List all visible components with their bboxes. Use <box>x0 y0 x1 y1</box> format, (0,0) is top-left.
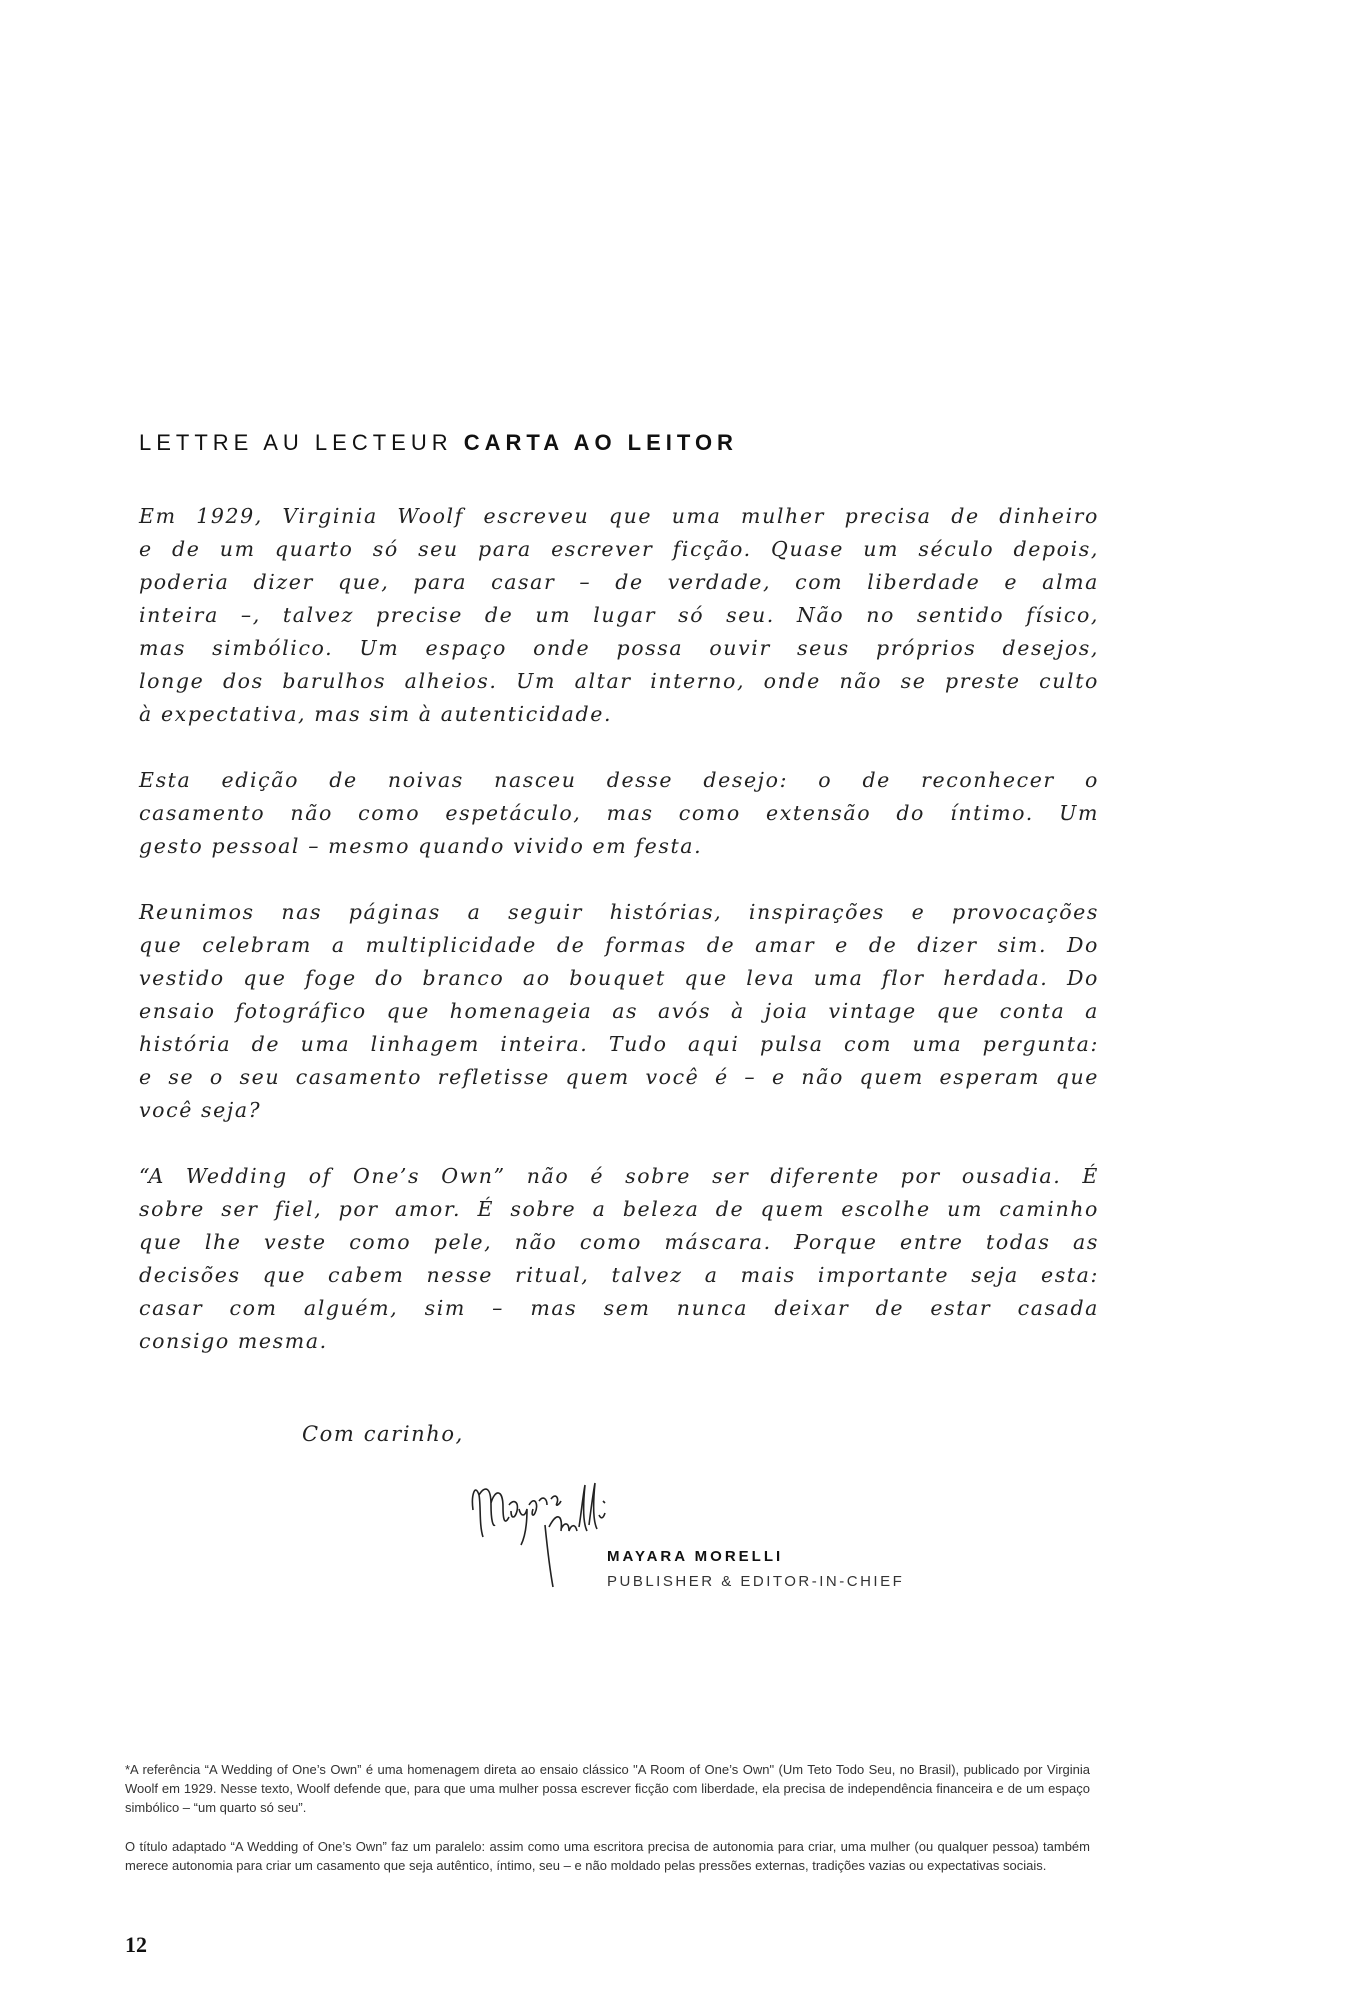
letter-paragraph <box>139 896 1099 1127</box>
paragraph-line: casamento não como espetáculo, mas como extensão do íntimo. Um <box>139 801 1099 825</box>
paragraph-line: poderia dizer que, para casar – de verdade, com liberdade e alma <box>139 570 1099 594</box>
letter-paragraph <box>139 764 1099 863</box>
paragraph-line: Reunimos nas páginas a seguir histórias, inspirações e provocações <box>139 900 1099 924</box>
footnotes <box>125 1760 1090 1895</box>
letter-body <box>139 500 1099 1391</box>
heading-portuguese: CARTA AO LEITOR <box>463 430 738 455</box>
paragraph-line: inteira –, talvez precise de um lugar só seu. Não no sentido físico, <box>139 603 1099 627</box>
paragraph-line: gesto pessoal – mesmo quando vivido em festa. <box>139 834 703 858</box>
paragraph-line: história de uma linhagem inteira. Tudo aqui pulsa com uma pergunta: <box>139 1032 1099 1056</box>
paragraph-line: vestido que foge do branco ao bouquet que leva uma flor herdada. Do <box>139 966 1099 990</box>
paragraph-line: e de um quarto só seu para escrever ficção. Quase um século depois, <box>139 537 1099 561</box>
paragraph-line: decisões que cabem nesse ritual, talvez a mais importante seja esta: <box>139 1263 1099 1287</box>
page-number: 12 <box>125 1932 147 1957</box>
paragraph-line: consigo mesma. <box>139 1329 328 1353</box>
paragraph-line: à expectativa, mas sim à autenticidade. <box>139 702 613 726</box>
paragraph-line: e se o seu casamento refletisse quem você é – e não quem esperam que <box>139 1065 1099 1089</box>
section-heading <box>139 430 738 456</box>
signatory-name: MAYARA MORELLI <box>607 1548 784 1565</box>
signatory-title: PUBLISHER & EDITOR-IN-CHIEF <box>607 1573 905 1590</box>
paragraph-line: sobre ser fiel, por amor. É sobre a beleza de quem escolhe um caminho <box>139 1197 1099 1221</box>
paragraph-line: Em 1929, Virginia Woolf escreveu que uma mulher precisa de dinheiro <box>139 504 1099 528</box>
paragraph-line: que celebram a multiplicidade de formas de amar e de dizer sim. Do <box>139 933 1099 957</box>
paragraph-line: você seja? <box>139 1098 262 1122</box>
closing-line: Com carinho, <box>302 1422 464 1446</box>
paragraph-line: ensaio fotográfico que homenageia as avós à joia vintage que conta a <box>139 999 1099 1023</box>
handwritten-signature <box>465 1465 645 1590</box>
paragraph-line: mas simbólico. Um espaço onde possa ouvir seus próprios desejos, <box>139 636 1099 660</box>
paragraph-line: casar com alguém, sim – mas sem nunca deixar de estar casada <box>139 1296 1099 1320</box>
footnote: *A referência “A Wedding of One’s Own” é uma homenagem direta ao ensaio clássico "A Room of One’s Own" (Um Teto Todo Seu, no Brasil), publicado por Virginia Woolf em 1929. Nesse texto, Woolf defende que, para que uma mulher possa escrever ficção com liberdade, ela precisa de independência financeira e de um espaço simbólico – “um quarto só seu”. <box>125 1762 1090 1815</box>
paragraph-line: que lhe veste como pele, não como máscara. Porque entre todas as <box>139 1230 1099 1254</box>
paragraph-line: longe dos barulhos alheios. Um altar interno, onde não se preste culto <box>139 669 1099 693</box>
letter-paragraph <box>139 500 1099 731</box>
footnote: O título adaptado “A Wedding of One’s Own” faz um paralelo: assim como uma escritora precisa de autonomia para criar, uma mulher (ou qualquer pessoa) também merece autonomia para criar um casamento que seja autêntico, íntimo, seu – e não moldado pelas pressões externas, tradições vazias ou expectativas sociais. <box>125 1839 1090 1873</box>
heading-french: LETTRE AU LECTEUR <box>139 430 453 455</box>
paragraph-line: “A Wedding of One’s Own” não é sobre ser diferente por ousadia. É <box>139 1164 1099 1188</box>
paragraph-line: Esta edição de noivas nasceu desse desejo: o de reconhecer o <box>139 768 1099 792</box>
letter-paragraph <box>139 1160 1099 1358</box>
